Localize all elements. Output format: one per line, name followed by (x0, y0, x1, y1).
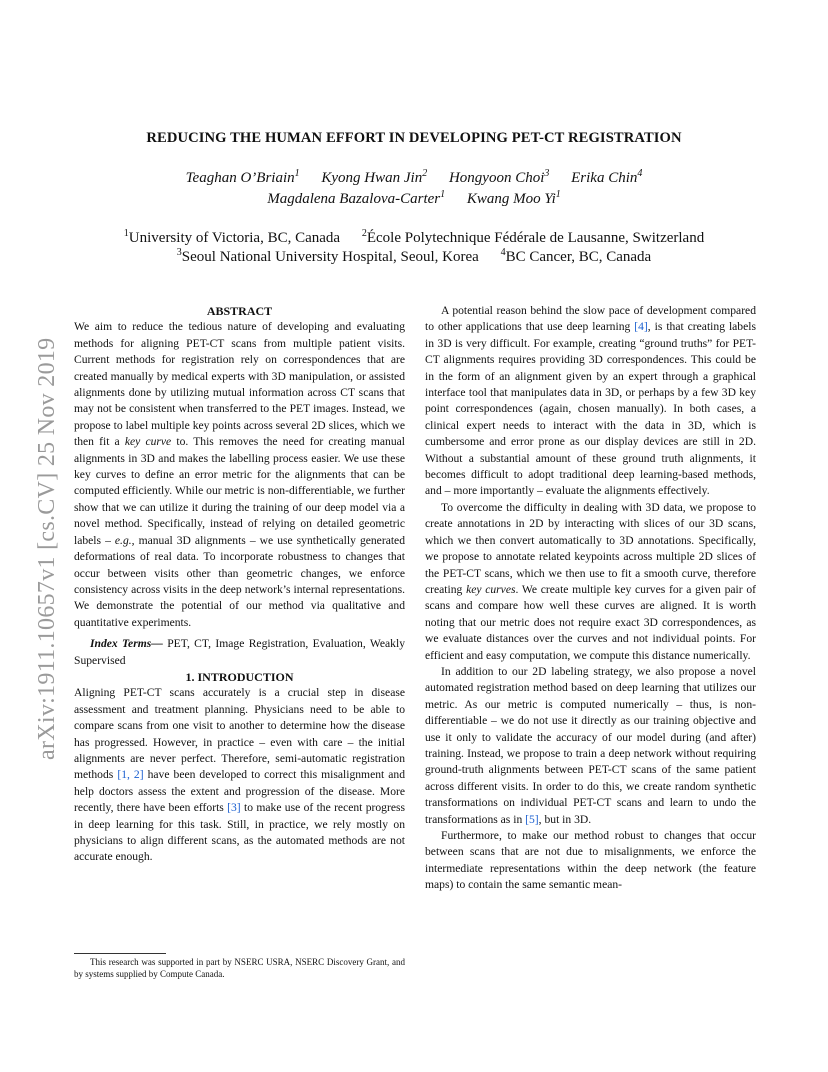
body-paragraph (425, 664, 756, 828)
citation-link[interactable]: [1, 2] (117, 768, 144, 782)
body-run: In addition to our 2D labeling strategy, we also propose a novel automated registration method based on deep learning that utilizes our metric. As our metric is computed numerically – thus, is non-differentiable – we do not use it directly as our training objective and use it only to validate the accuracy of our model during (and after) training. Instead, we propose to train a deep network without requiring ground-truth alignments between PET-CT scans of the same patient across different visits. In order to do this, we create random synthetic transformations on individual PET-CT scans and learn to undo the transformations as in (425, 664, 756, 826)
author-affil-marker: 1 (440, 189, 446, 200)
affiliation-list (0, 229, 828, 267)
intro-paragraph (74, 685, 405, 865)
abstract-run: We aim to reduce the tedious nature of developing and evaluating methods for aligning PET-CT scans from multiple patient visits. Current methods for registration rely on correspondences that are created manually by medical experts with 3D manipulation, or assisted alignments done by utilizing mutual information across CT scans that may not be consistent when transferred to the PET images. Instead, we propose to label multiple key points across several 2D slices, which we then fit a (74, 320, 405, 449)
index-terms (74, 636, 405, 669)
affiliation (177, 249, 479, 265)
affil-text: Seoul National University Hospital, Seoul, Korea (181, 249, 479, 265)
body-paragraph (425, 500, 756, 664)
abstract-run: manual 3D alignments – we use synthetically generated deformations of real data. To incorporate robustness to changes that occur between visits other than geometric changes, we enforce consistency across visits in the deep network’s internal representations. We demonstrate the potential of our method via qualitative and quantitative experiments. (74, 533, 405, 629)
affil-marker: 3 (176, 247, 182, 258)
author (467, 191, 561, 207)
left-column (74, 303, 405, 866)
author-affil-marker: 2 (422, 168, 428, 179)
citation-link[interactable]: [4] (634, 320, 648, 334)
intro-run: Aligning PET-CT scans accurately is a crucial step in disease assessment and treatment planning. Physicians need to be able to compare scans from one visit to another to determine how the disease has progressed. However, in practice – even with care – the initial alignments are never perfect. Therefore, semi-automatic registration methods (74, 686, 405, 782)
intro-run: have been developed to correct this misalignment and help doctors assess the extent and progression of the disease. More recently, there have been efforts (74, 768, 406, 815)
affil-marker: 1 (123, 228, 129, 239)
intro-run: to make use of the recent progress in deep learning for this task. Still, in practice, we rely mostly on physicians to align different scans, as the automated methods are not accurate enough. (74, 801, 405, 864)
abstract-text (74, 319, 405, 631)
funding-footnote: This research was supported in part by NSERC USRA, NSERC Discovery Grant, and by systems supplied by Compute Canada. (74, 957, 405, 979)
author-affil-marker: 3 (544, 168, 550, 179)
abstract-emphasis: e.g., (114, 533, 135, 547)
author-line-1 (0, 168, 828, 189)
affil-marker: 2 (361, 228, 367, 239)
author-name: Hongyoon Choi (448, 170, 545, 186)
author-name: Teaghan O’Briain (185, 170, 295, 186)
affiliation (501, 249, 652, 265)
author-list (0, 168, 828, 210)
affil-text: BC Cancer, BC, Canada (505, 249, 652, 265)
body-run: . We create multiple key curves for a given pair of scans and compare how well these curves are aligned. It is worth noting that our metric does not require exact 3D correspondences, as we evaluate distances over the curves and not individual points. For efficient and easy computation, we compute this distance numerically. (425, 582, 756, 662)
paper-title: REDUCING THE HUMAN EFFORT IN DEVELOPING PET-CT REGISTRATION (146, 130, 682, 146)
abstract-run: to. This removes the need for creating manual alignments in 3D and makes the labelling process easier. We use these key curves to define an error metric for the alignments that can be computed efficiently. While our metric is non-differentiable, we further show that we can utilize it during the training of our deep model via a novel method. Specifically, instead of relying on detailed geometric labels – (74, 435, 406, 547)
affiliation-line-2 (0, 248, 828, 267)
author (449, 170, 549, 186)
author-name: Kwang Moo Yi (466, 191, 556, 207)
affil-marker: 4 (500, 247, 506, 258)
author (571, 170, 642, 186)
author (267, 191, 445, 207)
affil-text: University of Victoria, BC, Canada (128, 230, 341, 246)
body-run: To overcome the difficulty in dealing with 3D data, we propose to create annotations in 2D by interacting with slices of our 3D scans, which we then convert automatically to 3D annotations. Specifically, we propose to annotate related keypoints across multiple 2D slices of the PET-CT scans, which we then use to fit a smooth curve, therefore creating (425, 500, 756, 596)
author-name: Magdalena Bazalova-Carter (267, 191, 441, 207)
index-terms-text: PET, CT, Image Registration, Evaluation, Weakly Supervised (74, 637, 405, 667)
affiliation (124, 230, 340, 246)
affiliation (362, 230, 704, 246)
citation-link[interactable]: [5] (525, 812, 539, 826)
citation-link[interactable]: [3] (227, 801, 241, 815)
body-run: A potential reason behind the slow pace of development compared to other applications that use deep learning (425, 304, 756, 334)
footnote-divider (74, 953, 166, 954)
author-name: Erika Chin (571, 170, 638, 186)
abstract-heading: ABSTRACT (206, 304, 273, 318)
abstract-emphasis: key curve (124, 435, 172, 449)
author-affil-marker: 1 (555, 189, 561, 200)
body-paragraph (425, 303, 756, 500)
author-name: Kyong Hwan Jin (321, 170, 423, 186)
affil-text: École Polytechnique Fédérale de Lausanne, Switzerland (366, 230, 705, 246)
right-column (425, 303, 756, 894)
author-affil-marker: 4 (637, 168, 643, 179)
body-run: , but in 3D. (538, 812, 592, 826)
body-run: , is that creating labels in 3D is very difficult. For example, creating “ground truths” for PET-CT alignments requires providing 3D correspondences. This could be in the form of an alignment given by an expert through a graphical interface tool that manipulates data in 3D, or perhaps by a few 3D key point correspondences (again, chosen manually). In both cases, a clinical expert needs to interact with the data in 3D, which is cumbersome and error prone as our display devices are still in 2D. Without a substantial amount of these ground truth alignments, it becomes difficult to adopt traditional deep learning-based methods, and – more importantly – evaluate the alignments effectively. (425, 320, 756, 498)
author (321, 170, 427, 186)
affiliation-line-1 (0, 229, 828, 248)
author (186, 170, 300, 186)
intro-heading: 1. INTRODUCTION (185, 669, 294, 684)
body-paragraph: Furthermore, to make our method robust to changes that occur between scans that are not due to misalignments, we enforce the intermediate representations within the deep network (the feature maps) to contain the same semantic mean- (425, 829, 756, 892)
author-line-2 (0, 189, 828, 210)
index-terms-label: Index Terms— (90, 637, 163, 651)
body-emphasis: key curves (466, 582, 516, 596)
author-affil-marker: 1 (294, 168, 300, 179)
